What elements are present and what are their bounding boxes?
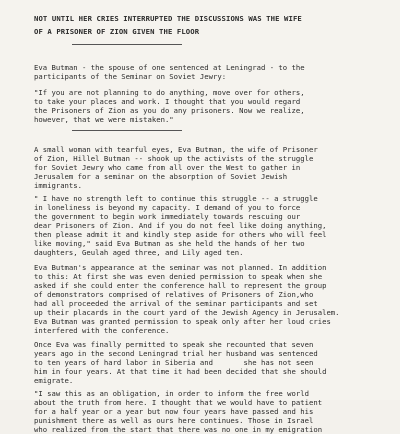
body-line: of demonstrators comprised of relatives of Prisoners of Zion,who (34, 290, 314, 299)
quote-line: "If you are not planning to do anything, move over for others, (34, 88, 305, 97)
body-line: emigrate. (34, 376, 74, 385)
quote-line: in loneliness is beyond my capacity. I demand of you to force (34, 203, 301, 212)
body-line: A small woman with tearful eyes, Eva Butman, the wife of Prisoner (34, 145, 318, 154)
quote-line: to take your places and work. I thought that you would regard (34, 97, 301, 106)
quote-line: however, that we were mistaken." (34, 115, 174, 124)
body-line: to ten years of hard labor in Siberia and she has not seen (34, 358, 314, 367)
body-line: Eva Butman was granted permission to speak only after her loud cries (34, 317, 331, 326)
body-line: immigrants. (34, 181, 83, 190)
body-line: interfered with the conference. (34, 326, 170, 335)
body-line: Eva Butman's appearance at the seminar was not planned. In addition (34, 263, 327, 272)
quote-line: " I have no strength left to continue this struggle -- a struggle (34, 194, 318, 203)
body-line: him in four years. At that time it had been decided that she should (34, 367, 327, 376)
body-line: about the truth from here. I thought that we would have to patient (34, 398, 323, 407)
body-line: for a half year or a year but now four years have passed and his (34, 407, 314, 416)
body-line: Jerusalem for a seminar on the absorption of Soviet Jewish (34, 172, 288, 181)
quote-line: the government to begin work immediately towards rescuing our (34, 212, 301, 221)
body-line: had all proceeded the arrival of the seminar participants and set (34, 299, 318, 308)
headline-line-1: NOT UNTIL HER CRIES INTERRUPTED THE DISCUSSIONS WAS THE WIFE (34, 14, 302, 23)
body-line: up their placards in the court yard of the Jewish Agency in Jerusalem. (34, 308, 340, 317)
body-line: Once Eva was finally permitted to speak she recounted that seven (34, 340, 314, 349)
body-line: for Soviet Jewry who came from all over the West to gather in (34, 163, 301, 172)
quote-line: the Prisoners of Zion as you do any prisoners. Now we realize, (34, 106, 305, 115)
body-line: punishment there as well as ours here continues. Those in Israel (34, 416, 314, 425)
body-line: of Zion, Hillel Butman -- shook up the activists of the struggle (34, 154, 314, 163)
intro-line: Eva Butman - the spouse of one sentenced at Leningrad - to the (34, 63, 305, 72)
headline-line-2: OF A PRISONER OF ZION GIVEN THE FLOOR (34, 27, 200, 36)
body-line: asked if she could enter the conference hall to represent the group (34, 281, 327, 290)
divider-mid (72, 130, 182, 131)
body-line: "I saw this as an obligation, in order to inform the free world (34, 389, 309, 398)
quote-line: dear Prisoners of Zion. And if you do not feel like doing anything, (34, 221, 327, 230)
intro-line: participants of the Seminar on Soviet Jewry: (34, 72, 227, 81)
quote-line: then please admit it and kindly step aside for others who will feel (34, 230, 327, 239)
body-line: years ago in the second Leningrad trial her husband was sentenced (34, 349, 318, 358)
quote-line: like moving," said Eva Butman as she held the hands of her two (34, 239, 305, 248)
body-line: to this: At first she was even denied permission to speak when she (34, 272, 323, 281)
body-line: who realized from the start that there was no one in my emigration (34, 425, 323, 434)
quote-line: daughters, Geulah aged three, and Lily aged ten. (34, 248, 244, 257)
divider-top (72, 44, 182, 45)
